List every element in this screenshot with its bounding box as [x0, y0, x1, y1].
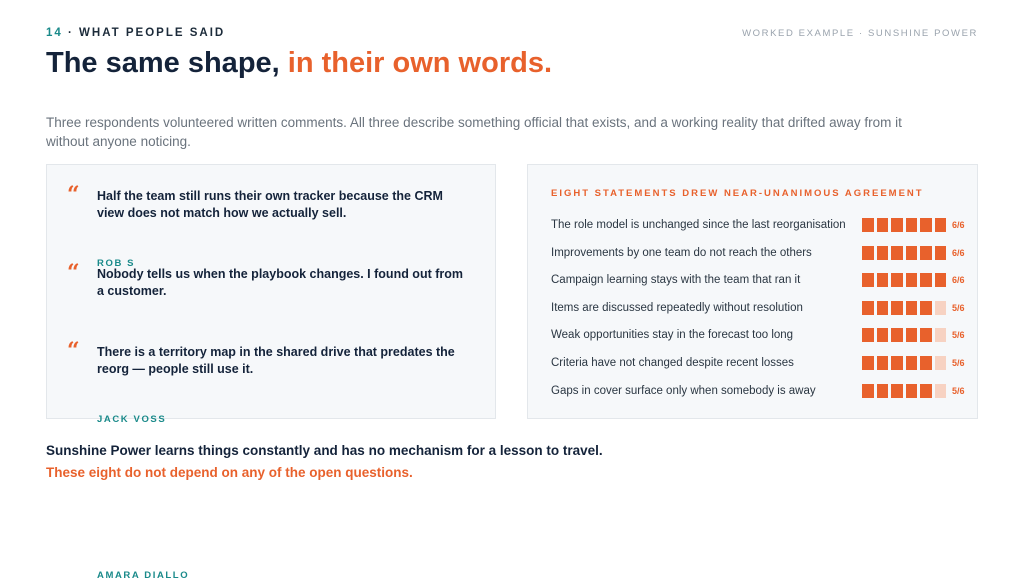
- agree-square: [877, 356, 889, 370]
- agree-square: [935, 273, 947, 287]
- agreement-row: [551, 384, 971, 400]
- agree-square: [920, 384, 932, 398]
- agree-square: [891, 356, 903, 370]
- agree-square: [920, 218, 932, 232]
- agreement-score: 5/6: [952, 385, 965, 396]
- agree-square: [877, 328, 889, 342]
- section-eyebrow: [46, 27, 225, 39]
- agreement-bar: [862, 218, 946, 232]
- agreement-row: [551, 246, 971, 262]
- statement-label: Weak opportunities stay in the forecast too long: [551, 329, 794, 342]
- agree-square: [891, 328, 903, 342]
- agree-square: [906, 218, 918, 232]
- agree-square: [935, 246, 947, 260]
- agreement-bar: [862, 246, 946, 260]
- quote-mark-icon: “: [67, 338, 80, 364]
- quote-mark-icon: “: [67, 260, 80, 286]
- agreement-bar: [862, 273, 946, 287]
- section-separator: ·: [68, 27, 74, 39]
- agree-square: [891, 384, 903, 398]
- agreement-row: [551, 328, 971, 344]
- statement-label: Criteria have not changed despite recent losses: [551, 357, 794, 369]
- agree-square: [877, 218, 889, 232]
- agreement-row: [551, 218, 971, 234]
- agree-square: [877, 273, 889, 287]
- disagree-square: [935, 301, 947, 315]
- agree-square: [906, 356, 918, 370]
- agree-square: [920, 301, 932, 315]
- disagree-square: [935, 356, 947, 370]
- quote-author: AMARA DIALLO: [97, 570, 190, 581]
- agree-square: [862, 246, 874, 260]
- agree-square: [906, 384, 918, 398]
- statement-label: Campaign learning stays with the team that ran it: [551, 274, 801, 287]
- conclusion-highlight: These eight do not depend on any of the open questions.: [46, 465, 413, 480]
- section-label: WHAT PEOPLE SAID: [79, 27, 226, 39]
- agree-square: [920, 246, 932, 260]
- agree-square: [891, 301, 903, 315]
- conclusion-text: Sunshine Power learns things constantly and has no mechanism for a lesson to travel.: [46, 443, 603, 458]
- section-number: 14: [46, 27, 63, 39]
- agreement-bar: [862, 301, 946, 315]
- quote-mark-icon: “: [67, 182, 80, 208]
- agreement-bar: [862, 384, 946, 398]
- agree-square: [862, 218, 874, 232]
- statement-label: Improvements by one team do not reach the others: [551, 246, 812, 259]
- agreement-row: [551, 273, 971, 289]
- agree-square: [862, 328, 874, 342]
- statement-label: The role model is unchanged since the last reorganisation: [551, 219, 846, 231]
- agree-square: [906, 301, 918, 315]
- agreement-row: [551, 356, 971, 372]
- title-part-2: in their own words.: [287, 47, 553, 79]
- agree-square: [906, 273, 918, 287]
- intro-text: Three respondents volunteered written comments. All three describe something official that exists, and a working reality that drifted away from it without anyone noticing.: [46, 115, 902, 149]
- agreement-panel: [527, 164, 978, 419]
- statement-label: Items are discussed repeatedly without resolution: [551, 301, 803, 314]
- agreement-bar: [862, 328, 946, 342]
- disagree-square: [935, 384, 947, 398]
- agree-square: [877, 246, 889, 260]
- agreement-row: [551, 301, 971, 317]
- agreement-score: 6/6: [952, 275, 965, 286]
- agreement-score: 6/6: [952, 247, 965, 258]
- agreement-bar: [862, 356, 946, 370]
- quote-author: ROB S: [97, 258, 136, 269]
- disagree-square: [935, 328, 947, 342]
- deck-label: WORKED EXAMPLE · SUNSHINE POWER: [742, 28, 978, 39]
- quote-text: There is a territory map in the shared drive that predates the reorg — people still use it.: [97, 345, 455, 376]
- agree-square: [877, 384, 889, 398]
- agree-square: [891, 273, 903, 287]
- agreement-score: 6/6: [952, 220, 965, 230]
- agree-square: [906, 328, 918, 342]
- agreement-score: 5/6: [952, 330, 965, 341]
- agreement-score: 5/6: [952, 358, 965, 368]
- agreement-score: 5/6: [952, 302, 965, 313]
- agree-square: [862, 301, 874, 315]
- page-title: [46, 47, 552, 80]
- agree-square: [862, 273, 874, 287]
- agree-square: [891, 246, 903, 260]
- agree-square: [877, 301, 889, 315]
- title-part-1: The same shape,: [46, 47, 280, 79]
- agree-square: [891, 218, 903, 232]
- agree-square: [920, 356, 932, 370]
- agreement-title: EIGHT STATEMENTS DREW NEAR-UNANIMOUS AGREEMENT: [551, 188, 924, 199]
- quote-text: Half the team still runs their own tracker because the CRM view does not match how we actually sell.: [97, 189, 443, 220]
- agree-square: [862, 356, 874, 370]
- agree-square: [862, 384, 874, 398]
- agree-square: [920, 273, 932, 287]
- agree-square: [906, 246, 918, 260]
- quote-author: JACK VOSS: [97, 414, 167, 425]
- agree-square: [920, 328, 932, 342]
- agree-square: [935, 218, 947, 232]
- quote-text: Nobody tells us when the playbook changes. I found out from a customer.: [97, 267, 463, 298]
- statement-label: Gaps in cover surface only when somebody is away: [551, 384, 816, 397]
